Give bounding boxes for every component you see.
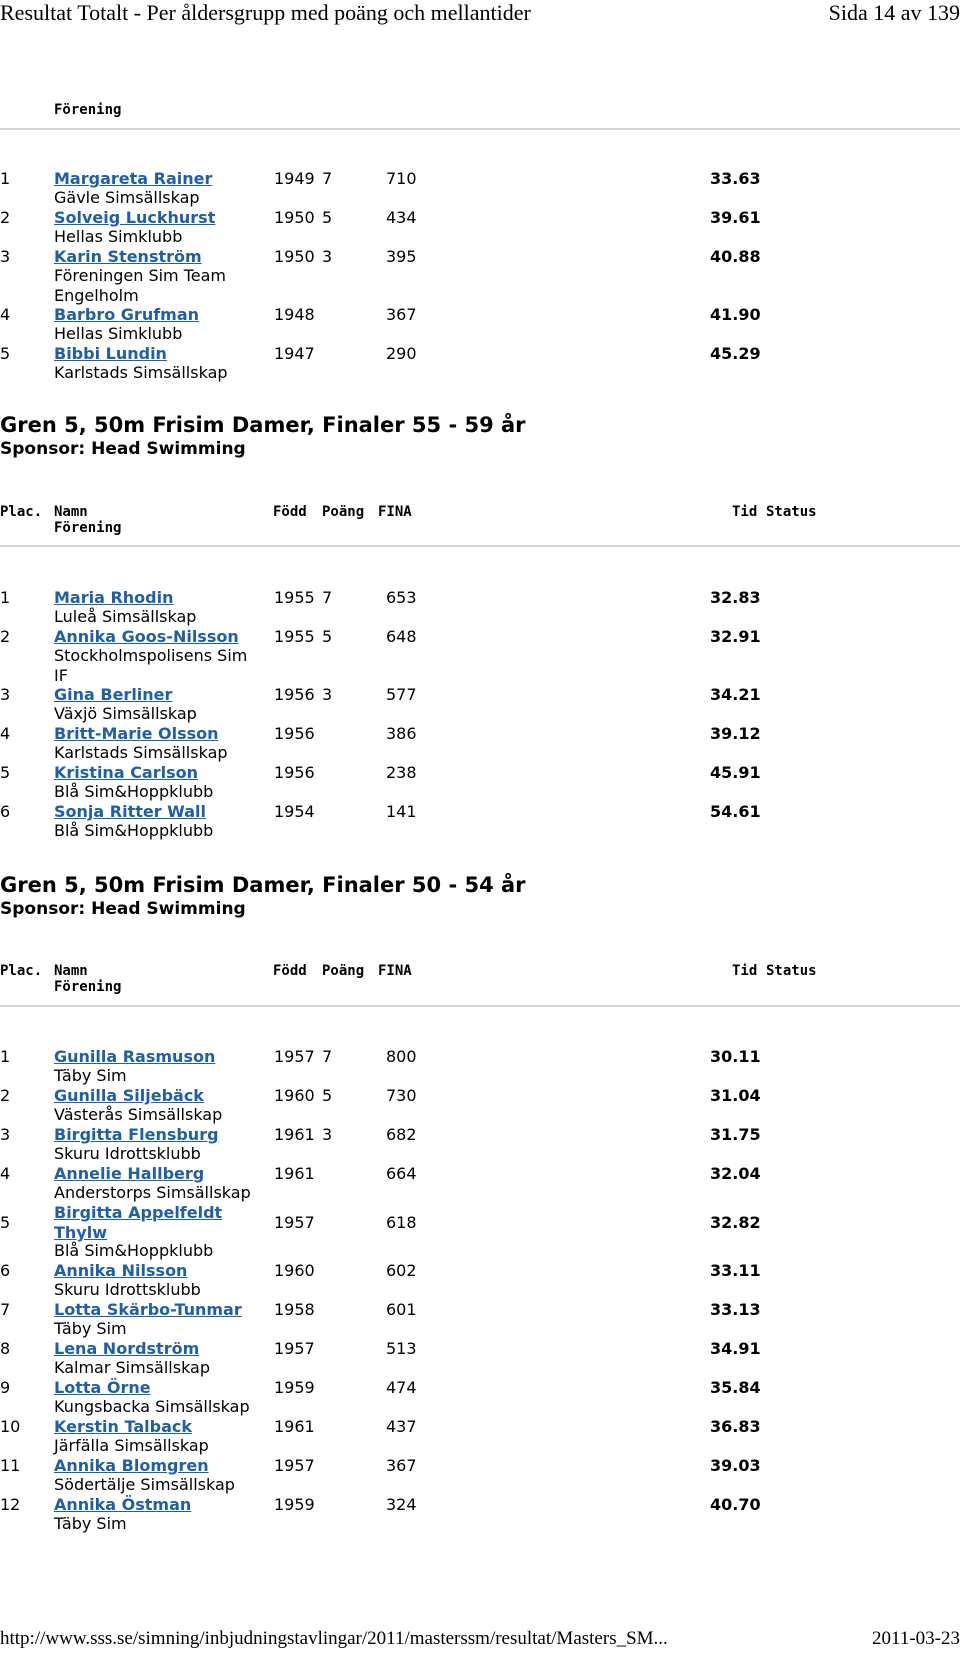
result-row bbox=[0, 1495, 960, 1534]
swimmer-name-link[interactable]: Annika Goos-Nilsson bbox=[54, 627, 239, 646]
time-cell: 36.83 bbox=[710, 1417, 761, 1436]
place-cell: 1 bbox=[0, 169, 11, 188]
swimmer-name-link[interactable]: Birgitta Appelfeldt Thylw bbox=[54, 1203, 223, 1242]
birth-year-cell: 1948 bbox=[274, 305, 315, 324]
swimmer-name-link[interactable]: Maria Rhodin bbox=[54, 588, 174, 607]
club-cell: Blå Sim&Hoppklubb bbox=[54, 821, 214, 840]
page-footer bbox=[0, 1628, 960, 1654]
points-cell: 3 bbox=[322, 247, 333, 266]
club-cell: Järfälla Simsällskap bbox=[54, 1436, 209, 1455]
swimmer-name-link[interactable]: Margareta Rainer bbox=[54, 169, 213, 188]
result-row bbox=[0, 344, 960, 383]
club-cell: Västerås Simsällskap bbox=[54, 1105, 223, 1124]
time-cell: 32.04 bbox=[710, 1164, 761, 1183]
time-cell: 39.61 bbox=[710, 208, 761, 227]
column-place: Plac. bbox=[0, 504, 43, 520]
swimmer-name-link[interactable]: Lotta Skärbo-Tunmar bbox=[54, 1300, 242, 1319]
fina-points-cell: 730 bbox=[386, 1086, 417, 1105]
column-club: Förening bbox=[54, 520, 122, 536]
place-cell: 12 bbox=[0, 1495, 21, 1514]
swimmer-name-link[interactable]: Annelie Hallberg bbox=[54, 1164, 205, 1183]
birth-year-cell: 1960 bbox=[274, 1261, 315, 1280]
birth-year-cell: 1957 bbox=[274, 1047, 315, 1066]
result-row bbox=[0, 1125, 960, 1164]
result-row bbox=[0, 1164, 960, 1203]
footer-date: 2011-03-23 bbox=[872, 1628, 960, 1649]
club-cell: Kungsbacka Simsällskap bbox=[54, 1397, 250, 1416]
time-cell: 31.75 bbox=[710, 1125, 761, 1144]
birth-year-cell: 1950 bbox=[274, 247, 315, 266]
time-cell: 45.91 bbox=[710, 763, 761, 782]
results-list bbox=[0, 169, 960, 383]
column-place: Plac. bbox=[0, 963, 43, 979]
club-cell: Gävle Simsällskap bbox=[54, 188, 200, 207]
birth-year-cell: 1956 bbox=[274, 763, 315, 782]
column-birth: Född bbox=[273, 504, 307, 520]
results-list bbox=[0, 1047, 960, 1534]
fina-points-cell: 141 bbox=[386, 802, 417, 821]
birth-year-cell: 1957 bbox=[274, 1339, 315, 1358]
place-cell: 4 bbox=[0, 724, 11, 743]
column-time: Tid bbox=[732, 504, 758, 520]
result-row bbox=[0, 169, 960, 208]
fina-points-cell: 386 bbox=[386, 724, 417, 743]
page-header bbox=[0, 0, 960, 28]
column-club: Förening bbox=[54, 979, 122, 995]
column-fina: FINA bbox=[378, 504, 412, 520]
club-cell: Hellas Simklubb bbox=[54, 324, 183, 343]
club-cell: Föreningen Sim Team Engelholm bbox=[54, 266, 227, 305]
swimmer-name-link[interactable]: Gunilla Siljebäck bbox=[54, 1086, 204, 1105]
club-cell: Stockholmspolisens Sim IF bbox=[54, 646, 248, 685]
time-cell: 33.13 bbox=[710, 1300, 761, 1319]
result-row bbox=[0, 685, 960, 724]
fina-points-cell: 238 bbox=[386, 763, 417, 782]
swimmer-name-link[interactable]: Solveig Luckhurst bbox=[54, 208, 216, 227]
club-cell: Anderstorps Simsällskap bbox=[54, 1183, 251, 1202]
column-points: Poäng bbox=[322, 504, 365, 520]
birth-year-cell: 1950 bbox=[274, 208, 315, 227]
time-cell: 41.90 bbox=[710, 305, 761, 324]
fina-points-cell: 324 bbox=[386, 1495, 417, 1514]
club-cell: Hellas Simklubb bbox=[54, 227, 183, 246]
time-cell: 32.83 bbox=[710, 588, 761, 607]
time-cell: 33.11 bbox=[710, 1261, 761, 1280]
club-cell: Skuru Idrottsklubb bbox=[54, 1280, 201, 1299]
birth-year-cell: 1960 bbox=[274, 1086, 315, 1105]
swimmer-name-link[interactable]: Britt-Marie Olsson bbox=[54, 724, 219, 743]
result-row bbox=[0, 1203, 960, 1261]
place-cell: 4 bbox=[0, 1164, 11, 1183]
results-list bbox=[0, 588, 960, 841]
club-cell: Kalmar Simsällskap bbox=[54, 1358, 211, 1377]
place-cell: 1 bbox=[0, 588, 11, 607]
swimmer-name-link[interactable]: Bibbi Lundin bbox=[54, 344, 167, 363]
fina-points-cell: 648 bbox=[386, 627, 417, 646]
place-cell: 1 bbox=[0, 1047, 11, 1066]
result-row bbox=[0, 1378, 960, 1417]
club-cell: Södertälje Simsällskap bbox=[54, 1475, 235, 1494]
fina-points-cell: 602 bbox=[386, 1261, 417, 1280]
birth-year-cell: 1957 bbox=[274, 1456, 315, 1475]
place-cell: 2 bbox=[0, 208, 11, 227]
time-cell: 32.91 bbox=[710, 627, 761, 646]
birth-year-cell: 1957 bbox=[274, 1213, 315, 1232]
place-cell: 5 bbox=[0, 1213, 11, 1232]
fina-points-cell: 474 bbox=[386, 1378, 417, 1397]
time-cell: 31.04 bbox=[710, 1086, 761, 1105]
club-cell: Blå Sim&Hoppklubb bbox=[54, 782, 214, 801]
result-row bbox=[0, 1417, 960, 1456]
club-cell: Luleå Simsällskap bbox=[54, 607, 197, 626]
swimmer-name-link[interactable]: Lena Nordström bbox=[54, 1339, 200, 1358]
swimmer-name-link[interactable]: Kerstin Talback bbox=[54, 1417, 192, 1436]
time-cell: 33.63 bbox=[710, 169, 761, 188]
column-status: Status bbox=[766, 504, 817, 520]
swimmer-name-link[interactable]: Annika Nilsson bbox=[54, 1261, 188, 1280]
birth-year-cell: 1961 bbox=[274, 1164, 315, 1183]
divider bbox=[0, 128, 960, 130]
swimmer-name-link[interactable]: Gunilla Rasmuson bbox=[54, 1047, 216, 1066]
result-row bbox=[0, 208, 960, 247]
points-cell: 3 bbox=[322, 1125, 333, 1144]
fina-points-cell: 664 bbox=[386, 1164, 417, 1183]
birth-year-cell: 1949 bbox=[274, 169, 315, 188]
result-row bbox=[0, 588, 960, 627]
fina-points-cell: 653 bbox=[386, 588, 417, 607]
place-cell: 5 bbox=[0, 344, 11, 363]
birth-year-cell: 1955 bbox=[274, 627, 315, 646]
swimmer-name-link[interactable]: Annika Östman bbox=[54, 1495, 192, 1514]
points-cell: 3 bbox=[322, 685, 333, 704]
birth-year-cell: 1959 bbox=[274, 1378, 315, 1397]
place-cell: 9 bbox=[0, 1378, 11, 1397]
time-cell: 45.29 bbox=[710, 344, 761, 363]
column-status: Status bbox=[766, 963, 817, 979]
column-fina: FINA bbox=[378, 963, 412, 979]
club-cell: Karlstads Simsällskap bbox=[54, 743, 228, 762]
result-row bbox=[0, 247, 960, 305]
place-cell: 2 bbox=[0, 627, 11, 646]
result-row bbox=[0, 802, 960, 841]
birth-year-cell: 1947 bbox=[274, 344, 315, 363]
fina-points-cell: 682 bbox=[386, 1125, 417, 1144]
event-sponsor: Sponsor: Head Swimming bbox=[0, 899, 246, 919]
swimmer-name-link[interactable]: Birgitta Flensburg bbox=[54, 1125, 219, 1144]
club-cell: Täby Sim bbox=[54, 1514, 127, 1533]
result-row bbox=[0, 1047, 960, 1086]
swimmer-name-link[interactable]: Annika Blomgren bbox=[54, 1456, 209, 1475]
event-title: Gren 5, 50m Frisim Damer, Finaler 50 - 54 år bbox=[0, 873, 526, 897]
club-cell: Täby Sim bbox=[54, 1066, 127, 1085]
place-cell: 8 bbox=[0, 1339, 11, 1358]
column-points: Poäng bbox=[322, 963, 365, 979]
swimmer-name-link[interactable]: Barbro Grufman bbox=[54, 305, 200, 324]
time-cell: 40.88 bbox=[710, 247, 761, 266]
column-header bbox=[0, 963, 960, 1003]
column-club: Förening bbox=[54, 102, 122, 118]
fina-points-cell: 367 bbox=[386, 1456, 417, 1475]
divider bbox=[0, 545, 960, 547]
birth-year-cell: 1961 bbox=[274, 1125, 315, 1144]
points-cell: 7 bbox=[322, 169, 333, 188]
column-name: Namn bbox=[54, 504, 88, 520]
time-cell: 32.82 bbox=[710, 1213, 761, 1232]
result-row bbox=[0, 627, 960, 685]
points-cell: 5 bbox=[322, 627, 333, 646]
result-row bbox=[0, 1086, 960, 1125]
time-cell: 40.70 bbox=[710, 1495, 761, 1514]
column-header-continued bbox=[0, 102, 960, 142]
birth-year-cell: 1961 bbox=[274, 1417, 315, 1436]
result-row bbox=[0, 305, 960, 344]
result-row bbox=[0, 1339, 960, 1378]
fina-points-cell: 513 bbox=[386, 1339, 417, 1358]
place-cell: 2 bbox=[0, 1086, 11, 1105]
birth-year-cell: 1958 bbox=[274, 1300, 315, 1319]
points-cell: 5 bbox=[322, 208, 333, 227]
event-heading bbox=[0, 872, 526, 920]
birth-year-cell: 1955 bbox=[274, 588, 315, 607]
place-cell: 6 bbox=[0, 802, 11, 821]
swimmer-name-link[interactable]: Karin Stenström bbox=[54, 247, 202, 266]
swimmer-name-link[interactable]: Gina Berliner bbox=[54, 685, 173, 704]
place-cell: 11 bbox=[0, 1456, 21, 1475]
document-title: Resultat Totalt - Per åldersgrupp med poäng och mellantider bbox=[0, 0, 531, 25]
birth-year-cell: 1959 bbox=[274, 1495, 315, 1514]
divider bbox=[0, 1005, 960, 1007]
fina-points-cell: 601 bbox=[386, 1300, 417, 1319]
club-cell: Växjö Simsällskap bbox=[54, 704, 197, 723]
result-row bbox=[0, 724, 960, 763]
time-cell: 34.21 bbox=[710, 685, 761, 704]
place-cell: 4 bbox=[0, 305, 11, 324]
club-cell: Skuru Idrottsklubb bbox=[54, 1144, 201, 1163]
points-cell: 7 bbox=[322, 1047, 333, 1066]
column-time: Tid bbox=[732, 963, 758, 979]
place-cell: 3 bbox=[0, 247, 11, 266]
fina-points-cell: 800 bbox=[386, 1047, 417, 1066]
fina-points-cell: 434 bbox=[386, 208, 417, 227]
fina-points-cell: 710 bbox=[386, 169, 417, 188]
points-cell: 7 bbox=[322, 588, 333, 607]
birth-year-cell: 1954 bbox=[274, 802, 315, 821]
place-cell: 6 bbox=[0, 1261, 11, 1280]
birth-year-cell: 1956 bbox=[274, 724, 315, 743]
fina-points-cell: 395 bbox=[386, 247, 417, 266]
time-cell: 34.91 bbox=[710, 1339, 761, 1358]
time-cell: 39.12 bbox=[710, 724, 761, 743]
event-sponsor: Sponsor: Head Swimming bbox=[0, 439, 246, 459]
event-heading bbox=[0, 412, 526, 460]
time-cell: 35.84 bbox=[710, 1378, 761, 1397]
result-row bbox=[0, 763, 960, 802]
column-name: Namn bbox=[54, 963, 88, 979]
event-title: Gren 5, 50m Frisim Damer, Finaler 55 - 59 år bbox=[0, 413, 526, 437]
points-cell: 5 bbox=[322, 1086, 333, 1105]
fina-points-cell: 437 bbox=[386, 1417, 417, 1436]
swimmer-name-link[interactable]: Lotta Örne bbox=[54, 1378, 151, 1397]
club-cell: Täby Sim bbox=[54, 1319, 127, 1338]
fina-points-cell: 577 bbox=[386, 685, 417, 704]
fina-points-cell: 618 bbox=[386, 1213, 417, 1232]
page-number: Sida 14 av 139 bbox=[828, 0, 960, 25]
time-cell: 30.11 bbox=[710, 1047, 761, 1066]
club-cell: Blå Sim&Hoppklubb bbox=[54, 1241, 214, 1260]
footer-url: http://www.sss.se/simning/inbjudningstavlingar/2011/masterssm/resultat/Masters_SM... bbox=[0, 1628, 668, 1649]
result-row bbox=[0, 1456, 960, 1495]
result-row bbox=[0, 1300, 960, 1339]
club-cell: Karlstads Simsällskap bbox=[54, 363, 228, 382]
birth-year-cell: 1956 bbox=[274, 685, 315, 704]
time-cell: 54.61 bbox=[710, 802, 761, 821]
place-cell: 3 bbox=[0, 685, 11, 704]
place-cell: 10 bbox=[0, 1417, 21, 1436]
column-header bbox=[0, 504, 960, 544]
time-cell: 39.03 bbox=[710, 1456, 761, 1475]
place-cell: 7 bbox=[0, 1300, 11, 1319]
fina-points-cell: 290 bbox=[386, 344, 417, 363]
fina-points-cell: 367 bbox=[386, 305, 417, 324]
result-row bbox=[0, 1261, 960, 1300]
swimmer-name-link[interactable]: Sonja Ritter Wall bbox=[54, 802, 207, 821]
place-cell: 5 bbox=[0, 763, 11, 782]
column-birth: Född bbox=[273, 963, 307, 979]
place-cell: 3 bbox=[0, 1125, 11, 1144]
swimmer-name-link[interactable]: Kristina Carlson bbox=[54, 763, 199, 782]
